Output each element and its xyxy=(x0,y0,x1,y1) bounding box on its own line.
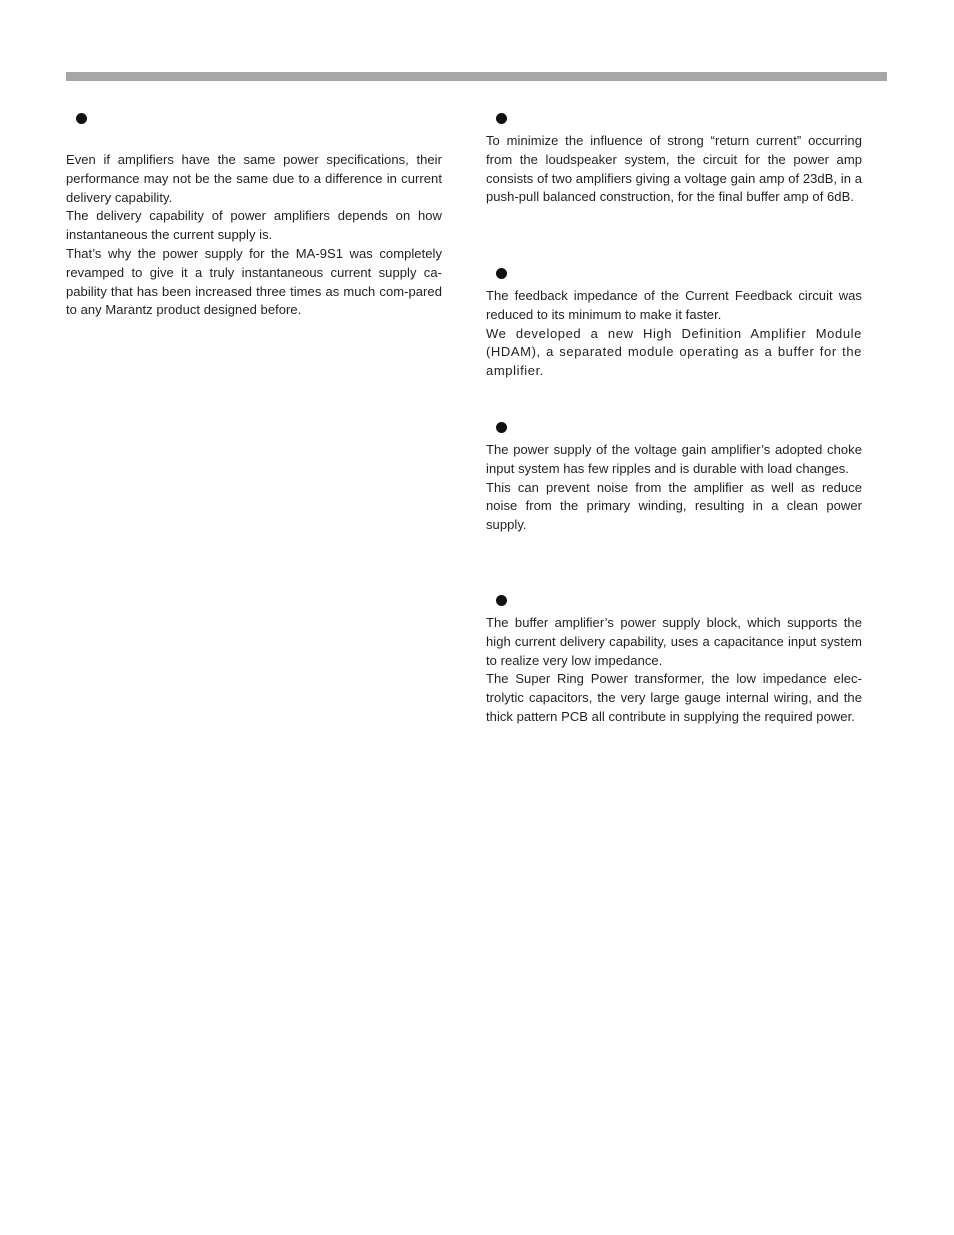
bullet-icon xyxy=(496,113,507,124)
paragraph: The power supply of the voltage gain amplifier’s adopted choke input system has few ripples and is durable with load changes. xyxy=(486,442,862,476)
paragraph: The feedback impedance of the Current Feedback circuit was reduced to its minimum to make it faster. xyxy=(486,288,862,322)
paragraph: We developed a new High Definition Amplifier Module (HDAM), a separated module operating as a buffer for the amplifier. xyxy=(486,325,862,379)
paragraph: The Super Ring Power transformer, the low impedance elec-trolytic capacitors, the very large gauge internal wiring, and the thick pattern PCB all contribute in supplying the required power. xyxy=(486,671,862,724)
paragraph: This can prevent noise from the amplifier as well as reduce noise from the primary winding, resulting in a clean power supply. xyxy=(486,479,862,533)
bullet-icon xyxy=(496,268,507,279)
paragraph: The delivery capability of power amplifiers depends on how instantaneous the current supply is. xyxy=(66,208,442,243)
bullet-icon xyxy=(496,422,507,433)
paragraph: That’s why the power supply for the MA-9S1 was completely revamped to give it a truly instantaneous current supply ca-pability that has been increased three times as much com-pared to any Marantz product designed before. xyxy=(66,245,442,318)
paragraph: The buffer amplifier’s power supply block, which supports the high current delivery capability, uses a capacitance input system to realize very low impedance. xyxy=(486,615,862,668)
bullet-icon xyxy=(496,595,507,606)
header-rule xyxy=(66,72,887,81)
paragraph: To minimize the influence of strong “return current” occurring from the loudspeaker system, the circuit for the power amp consists of two amplifiers giving a voltage gain amp of 23dB, in a push-pull balanced construction, for the final buffer amp of 6dB. xyxy=(486,133,862,205)
paragraph: Even if amplifiers have the same power specifications, their performance may not be the same due to a difference in current delivery capability. xyxy=(66,152,442,205)
bullet-icon xyxy=(76,113,87,124)
